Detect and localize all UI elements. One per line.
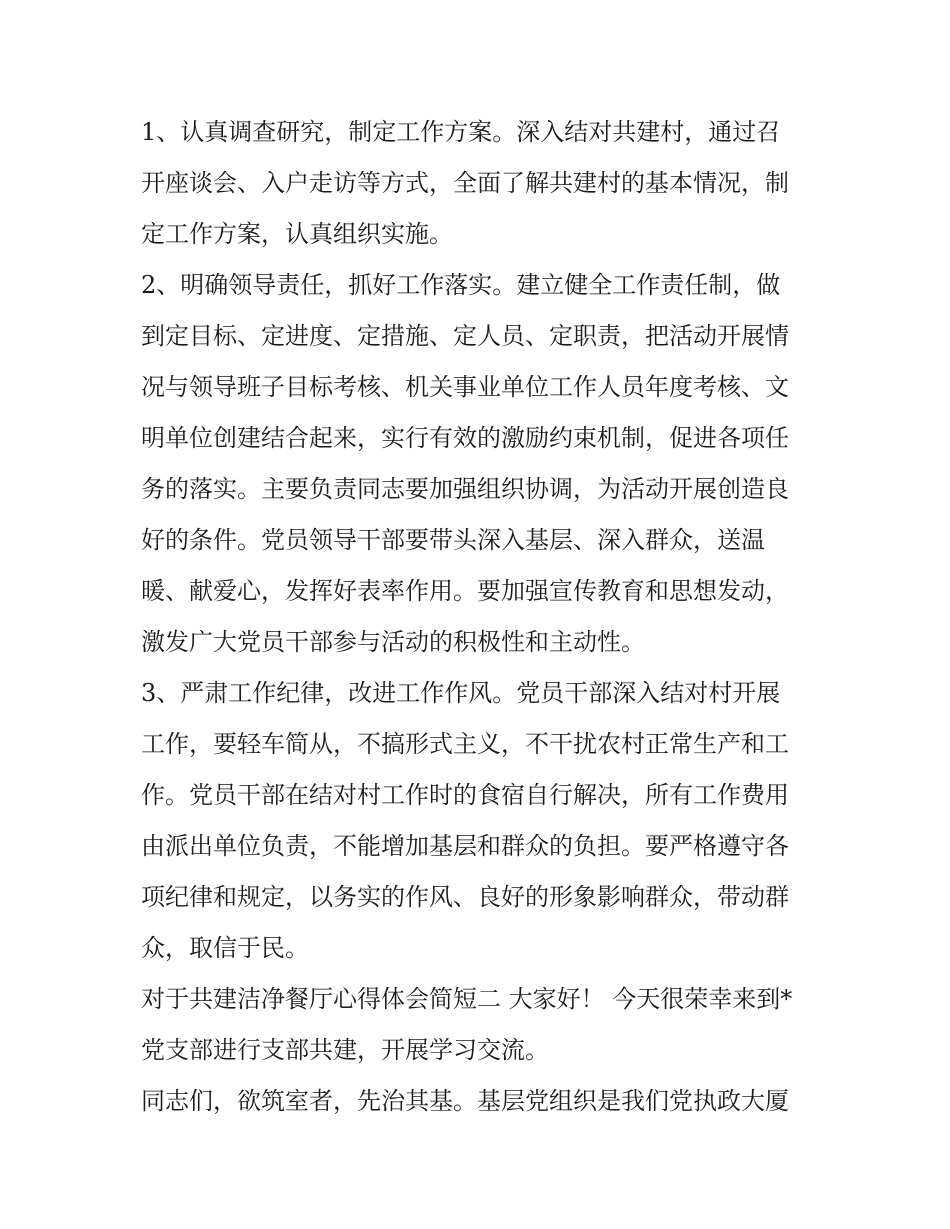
text-line: 开座谈会、入户走访等方式，全面了解共建村的基本情况，制 — [141, 169, 789, 197]
text-line: 党支部进行支部共建，开展学习交流。 — [141, 1036, 549, 1064]
document-body — [141, 107, 816, 1127]
text-line: 项纪律和规定，以务实的作风、良好的形象影响群众，带动群 — [141, 883, 789, 911]
text-line: 工作，要轻车简从，不搞形式主义，不干扰农村正常生产和工 — [141, 730, 789, 758]
text-line: 2、明确领导责任，抓好工作落实。建立健全工作责任制，做 — [141, 271, 781, 299]
text-line: 激发广大党员干部参与活动的积极性和主动性。 — [141, 628, 645, 656]
text-line: 况与领导班子目标考核、机关事业单位工作人员年度考核、文 — [141, 373, 789, 401]
text-line: 3、严肃工作纪律，改进工作作风。党员干部深入结对村开展 — [141, 679, 781, 707]
text-line: 对于共建洁净餐厅心得体会简短二 大家好！ 今天很荣幸来到* — [141, 985, 793, 1013]
text-line: 到定目标、定进度、定措施、定人员、定职责，把活动开展情 — [141, 322, 789, 350]
text-line: 定工作方案，认真组织实施。 — [141, 220, 453, 248]
text-line: 作。党员干部在结对村工作时的食宿自行解决，所有工作费用 — [141, 781, 789, 809]
text-line: 好的条件。党员领导干部要带头深入基层、深入群众，送温 — [141, 526, 765, 554]
text-line: 明单位创建结合起来，实行有效的激励约束机制，促进各项任 — [141, 424, 789, 452]
text-line: 众，取信于民。 — [141, 934, 309, 962]
text-line: 同志们，欲筑室者，先治其基。基层党组织是我们党执政大厦 — [141, 1087, 789, 1115]
text-line: 暖、献爱心，发挥好表率作用。要加强宣传教育和思想发动， — [141, 577, 789, 605]
text-line: 务的落实。主要负责同志要加强组织协调，为活动开展创造良 — [141, 475, 789, 503]
text-line: 由派出单位负责，不能增加基层和群众的负担。要严格遵守各 — [141, 832, 789, 860]
text-line: 1、认真调查研究，制定工作方案。深入结对共建村，通过召 — [141, 118, 781, 146]
